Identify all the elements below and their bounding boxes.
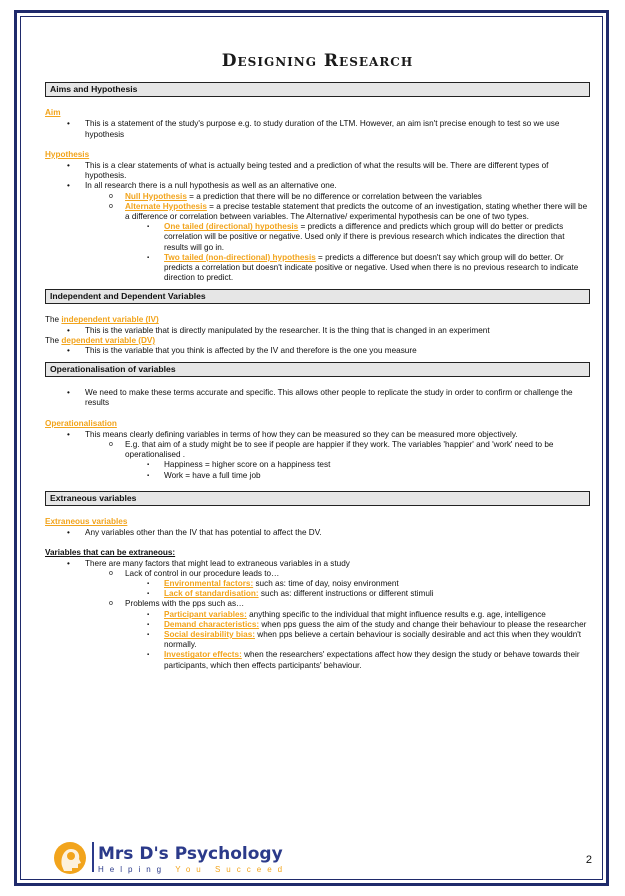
section-heading-variables: Independent and Dependent Variables: [45, 289, 590, 304]
list-item-social: [45, 630, 590, 650]
operationalisation-list: [45, 430, 590, 481]
list-item: • This is the variable that is directly manipulated by the researcher. It is the thing that is changed in an experiment: [45, 326, 590, 336]
list-item: • In all research there is a null hypothesis as well as an alternative one.: [45, 181, 590, 191]
environmental-text: such as: time of day, noisy environment: [253, 578, 399, 588]
section-heading-aims: Aims and Hypothesis: [45, 82, 590, 97]
demand-text: when pps guess the aim of the study and change their behaviour to please the researcher: [259, 619, 587, 629]
investigator-label: Investigator effects:: [164, 650, 242, 660]
list-item: o Problems with the pps such as…: [45, 599, 590, 609]
tagline-word-2: You: [175, 865, 207, 874]
list-item: ▪ Work = have a full time job: [45, 471, 590, 481]
aim-list: [45, 119, 590, 139]
list-item-environmental: [45, 579, 590, 589]
page-title: Designing Research: [221, 51, 414, 71]
iv-prefix: The: [45, 315, 62, 325]
participant-text: anything specific to the individual that might influence results e.g. age, intelligence: [246, 609, 546, 619]
list-item-one-tailed: [45, 222, 590, 253]
list-item-participant: [45, 610, 590, 620]
list-item: • We need to make these terms accurate and specific. This allows other people to replicate the study in order to confirm or challenge the results: [45, 388, 590, 408]
list-item-alternate: [45, 202, 590, 222]
page-number: 2: [585, 854, 592, 866]
list-item: • This is a clear statements of what is actually being tested and a prediction of what the results will be. There are different types of hypothesis.: [45, 161, 590, 181]
aim-label: Aim: [45, 108, 61, 118]
tagline-word-1: Helping: [98, 865, 168, 874]
list-item: • Any variables other than the IV that has potential to affect the DV.: [45, 528, 590, 538]
list-item: o E.g. that aim of a study might be to see if people are happier if they work. The variables 'happier' and 'work' need to be operationalised .: [45, 440, 590, 460]
list-item-demand: [45, 620, 590, 630]
operationalisation-label: Operationalisation: [45, 418, 117, 428]
investigator-text: when the researchers' expectations affect how they design the study or behave towards their participants, which then effects participants' behaviour.: [164, 650, 580, 670]
list-item-standardisation: [45, 589, 590, 599]
extraneous-subheading: Variables that can be extraneous:: [45, 548, 176, 558]
list-item-null: [45, 192, 590, 202]
list-item-two-tailed: [45, 253, 590, 284]
document-body: [45, 51, 590, 671]
list-item: • This is a statement of the study's purpose e.g. to study duration of the LTM. However, an aim isn't precise enough to test so we use hypothesis: [45, 119, 590, 139]
iv-label: independent variable (IV): [61, 315, 159, 325]
null-hypothesis-label: Null Hypothesis: [125, 191, 187, 201]
hypothesis-list: [45, 161, 590, 283]
standardisation-text: such as: different instructions or different stimuli: [258, 589, 434, 599]
list-item: • This is the variable that you think is affected by the IV and therefore is the one you measure: [45, 346, 590, 356]
dv-label: dependent variable (DV): [61, 335, 156, 345]
social-text: when pps believe a certain behaviour is socially desirable and act this when they wouldn't normally.: [164, 629, 582, 650]
list-item: • There are many factors that might lead to extraneous variables in a study: [45, 559, 590, 569]
alternate-hypothesis-text: = a precise testable statement that predicts the outcome of an investigation, stating whether there will be a difference or correlation between variables. The Alternative/ experimental hypothesis can be one of two types.: [125, 201, 588, 222]
dv-line: [45, 336, 590, 346]
one-tailed-label: One tailed (directional) hypothesis: [164, 222, 299, 232]
demand-label: Demand characteristics:: [164, 619, 260, 629]
tagline-word-3: Succeed: [214, 865, 289, 874]
iv-line: [45, 315, 590, 325]
extraneous-factors-list: [45, 559, 590, 671]
section-heading-operationalisation: Operationalisation of variables: [45, 362, 590, 377]
environmental-label: Environmental factors:: [164, 578, 254, 588]
social-label: Social desirability bias:: [164, 629, 256, 639]
brand-divider: [92, 842, 94, 872]
page-footer: [52, 840, 592, 876]
brain-head-icon: [52, 840, 88, 876]
extraneous-label: Extraneous variables: [45, 516, 128, 526]
hypothesis-label: Hypothesis: [45, 149, 90, 159]
dv-list: [45, 346, 590, 356]
iv-list: [45, 326, 590, 336]
participant-label: Participant variables:: [164, 609, 247, 619]
operationalisation-intro-list: [45, 388, 590, 408]
section-heading-extraneous: Extraneous variables: [45, 491, 590, 506]
dv-prefix: The: [45, 335, 62, 345]
null-hypothesis-text: = a prediction that there will be no difference or correlation between the variables: [186, 191, 482, 201]
list-item: • This means clearly defining variables in terms of how they can be measured so they can be measured more objectively.: [45, 430, 590, 440]
extraneous-list: [45, 528, 590, 538]
one-tailed-text: = predicts a difference and predicts which group will do better or predicts correlation will be positive or negative. Used only if there is previous research which indicates the direction that results will go in.: [164, 222, 565, 252]
two-tailed-label: Two tailed (non-directional) hypothesis: [164, 252, 316, 262]
list-item-investigator: [45, 650, 590, 670]
list-item: ▪ Happiness = higher score on a happiness test: [45, 460, 590, 470]
list-item: o Lack of control in our procedure leads to…: [45, 569, 590, 579]
brand-tagline: [98, 865, 288, 874]
two-tailed-text: = predicts a difference but doesn't say which group will do better. Or predicts a correlation but doesn't indicate positive or negative. Used when there is no previous research to indicate direction to predict.: [164, 252, 579, 283]
brand-name: Mrs D's Psychology: [98, 844, 283, 864]
standardisation-label: Lack of standardisation:: [164, 589, 259, 599]
alternate-hypothesis-label: Alternate Hypothesis: [125, 201, 207, 211]
